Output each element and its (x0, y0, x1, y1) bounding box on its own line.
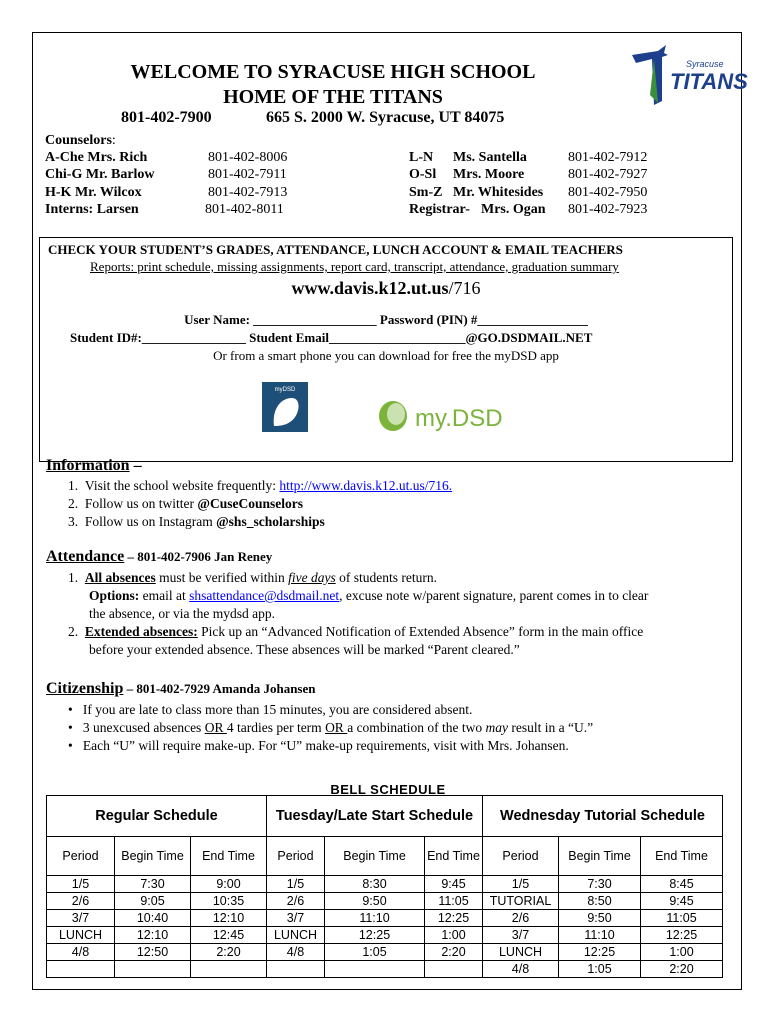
citizenship-bullet-2: • 3 unexcused absences OR 4 tardies per term OR a combination of the two may result in a “U.” (68, 720, 594, 735)
school-title: WELCOME TO SYRACUSE HIGH SCHOOL (130, 61, 536, 83)
counselor-right-phone-4: 801-402-7923 (568, 202, 648, 217)
app-download-line: Or from a smart phone you can download for free the myDSD app (213, 348, 559, 363)
table-cell: 4/8 (267, 944, 325, 961)
col-header: Begin Time (559, 837, 641, 876)
counselor-left-2: Chi-G Mr. Barlow (45, 167, 155, 182)
table-cell: TUTORIAL (483, 893, 559, 910)
counselor-right-range-3: Sm-Z (409, 185, 443, 200)
table-cell: 3/7 (47, 910, 115, 927)
counselor-left-4: Interns: Larsen (45, 202, 139, 217)
table-row (47, 961, 723, 978)
col-header: Period (483, 837, 559, 876)
table-cell: 1/5 (267, 876, 325, 893)
counselor-right-phone-1: 801-402-7912 (568, 150, 648, 165)
counselor-right-name-3: Mr. Whitesides (453, 185, 544, 200)
attendance-heading: Attendance – 801-402-7906 Jan Reney (46, 548, 273, 565)
table-cell: 8:45 (641, 876, 723, 893)
group-wednesday: Wednesday Tutorial Schedule (483, 796, 723, 837)
table-cell: 10:40 (115, 910, 191, 927)
counselor-right-range-1: L-N (409, 150, 434, 165)
school-address: 665 S. 2000 W. Syracuse, UT 84075 (266, 109, 505, 126)
table-cell: 9:45 (641, 893, 723, 910)
col-header: Period (47, 837, 115, 876)
logo-text: TITANS (670, 69, 748, 94)
bell-schedule-table (46, 795, 723, 978)
table-cell: 1:05 (559, 961, 641, 978)
table-cell: 9:00 (191, 876, 267, 893)
district-url[interactable]: www.davis.k12.ut.us/716 (291, 278, 481, 298)
table-cell (267, 961, 325, 978)
table-cell: LUNCH (267, 927, 325, 944)
group-tuesday: Tuesday/Late Start Schedule (267, 796, 483, 837)
mydsd-logo-text: my.DSD (415, 405, 503, 432)
counselor-left-phone-1: 801-402-8006 (208, 150, 288, 165)
counselor-right-phone-3: 801-402-7950 (568, 185, 648, 200)
counselor-right-name-2: Mrs. Moore (453, 167, 525, 182)
table-cell: 4/8 (483, 961, 559, 978)
table-cell: LUNCH (47, 927, 115, 944)
table-row (47, 910, 723, 927)
table-cell (325, 961, 425, 978)
information-item-1: 1. Visit the school website frequently: http://www.davis.k12.ut.us/716. (68, 478, 453, 493)
table-cell: 12:25 (559, 944, 641, 961)
attendance-options-line2: the absence, or via the mydsd app. (89, 606, 275, 621)
counselor-left-phone-3: 801-402-7913 (208, 185, 288, 200)
counselor-right-name-4: Mrs. Ogan (481, 202, 546, 217)
table-cell: 9:05 (115, 893, 191, 910)
table-cell: 12:10 (115, 927, 191, 944)
school-subtitle: HOME OF THE TITANS (223, 86, 443, 108)
table-cell: 11:05 (425, 893, 483, 910)
table-cell: 11:10 (325, 910, 425, 927)
table-cell: 12:25 (425, 910, 483, 927)
table-cell: 1:00 (425, 927, 483, 944)
document-page (32, 32, 748, 990)
mydsd-app-icon[interactable] (262, 382, 308, 432)
table-cell: 9:45 (425, 876, 483, 893)
table-cell: 12:50 (115, 944, 191, 961)
check-headline: CHECK YOUR STUDENT’S GRADES, ATTENDANCE, LUNCH ACCOUNT & EMAIL TEACHERS (48, 242, 623, 257)
counselor-left-1: A-Che Mrs. Rich (45, 150, 148, 165)
table-cell: 12:10 (191, 910, 267, 927)
table-row (47, 876, 723, 893)
col-header: End Time (425, 837, 483, 876)
col-header: Begin Time (325, 837, 425, 876)
attendance-item-2: 2. Extended absences: Pick up an “Advanced Notification of Extended Absence” form in the main office (68, 624, 644, 639)
counselor-left-phone-2: 801-402-7911 (208, 167, 287, 182)
table-cell: 2/6 (483, 910, 559, 927)
table-cell (191, 961, 267, 978)
attendance-email-link[interactable]: shsattendance@dsdmail.net (189, 588, 340, 603)
citizenship-bullet-1: • If you are late to class more than 15 minutes, you are considered absent. (68, 702, 473, 717)
table-cell: LUNCH (483, 944, 559, 961)
logo-small-text: Syracuse (686, 59, 724, 69)
counselor-right-range-2: O-Sl (409, 167, 437, 182)
app-icon-label: myDSD (274, 387, 296, 393)
table-cell: 12:45 (191, 927, 267, 944)
table-cell: 2/6 (47, 893, 115, 910)
col-header: End Time (641, 837, 723, 876)
table-cell: 8:30 (325, 876, 425, 893)
counselor-left-3: H-K Mr. Wilcox (45, 185, 142, 200)
counselor-left-phone-4: 801-402-8011 (205, 202, 284, 217)
information-heading: Information – (46, 457, 142, 474)
citizenship-heading: Citizenship – 801-402-7929 Amanda Johansen (46, 680, 316, 697)
school-website-link[interactable]: http://www.davis.k12.ut.us/716. (279, 478, 453, 493)
table-cell: 3/7 (483, 927, 559, 944)
counselor-right-name-1: Ms. Santella (453, 150, 527, 165)
table-row (47, 893, 723, 910)
table-row (47, 927, 723, 944)
table-cell: 1:05 (325, 944, 425, 961)
check-grades-box (39, 237, 733, 462)
username-password-line: User Name: ___________________ Password (PIN) #_________________ (184, 312, 588, 327)
table-cell: 1/5 (47, 876, 115, 893)
titans-logo (628, 45, 748, 107)
table-cell: 2:20 (425, 944, 483, 961)
citizenship-bullet-3: • Each “U” will require make-up. For “U” make-up requirements, visit with Mrs. Johansen. (68, 738, 569, 753)
table-cell: 1:00 (641, 944, 723, 961)
attendance-item-2-line2: before your extended absence. These absences will be marked “Parent cleared.” (89, 642, 520, 657)
table-cell: 4/8 (47, 944, 115, 961)
table-cell: 12:25 (641, 927, 723, 944)
table-cell: 11:05 (641, 910, 723, 927)
col-header: Begin Time (115, 837, 191, 876)
table-cell (425, 961, 483, 978)
information-item-3: 3. Follow us on Instagram @shs_scholarships (68, 514, 325, 529)
table-cell: 9:50 (325, 893, 425, 910)
table-cell: 7:30 (559, 876, 641, 893)
table-cell: 9:50 (559, 910, 641, 927)
table-cell: 3/7 (267, 910, 325, 927)
information-item-2: 2. Follow us on twitter @CuseCounselors (68, 496, 303, 511)
bell-schedule-title: BELL SCHEDULE (330, 782, 446, 797)
table-cell: 2:20 (191, 944, 267, 961)
col-header: Period (267, 837, 325, 876)
attendance-item-1: 1. All absences must be verified within five days of students return. (68, 570, 437, 585)
table-row (47, 944, 723, 961)
student-id-email-line: Student ID#:________________ Student Email_____________________@GO.DSDMAIL.NET (70, 330, 593, 345)
table-cell: 8:50 (559, 893, 641, 910)
table-cell: 2/6 (267, 893, 325, 910)
table-cell: 7:30 (115, 876, 191, 893)
school-phone: 801-402-7900 (121, 109, 212, 126)
reports-line: Reports: print schedule, missing assignments, report card, transcript, attendance, graduation summary (90, 259, 619, 274)
col-header: End Time (191, 837, 267, 876)
attendance-options: Options: email at shsattendance@dsdmail.net, excuse note w/parent signature, parent comes in to clear (89, 588, 649, 603)
table-cell: 1/5 (483, 876, 559, 893)
table-cell: 11:10 (559, 927, 641, 944)
counselor-right-range-4: Registrar- (409, 202, 470, 217)
mydsd-logo (375, 398, 505, 434)
table-cell: 10:35 (191, 893, 267, 910)
table-cell (47, 961, 115, 978)
counselors-label: Counselors: (45, 133, 116, 148)
table-cell: 2:20 (641, 961, 723, 978)
table-cell (115, 961, 191, 978)
group-regular: Regular Schedule (47, 796, 267, 837)
table-cell: 12:25 (325, 927, 425, 944)
counselor-right-phone-2: 801-402-7927 (568, 167, 648, 182)
